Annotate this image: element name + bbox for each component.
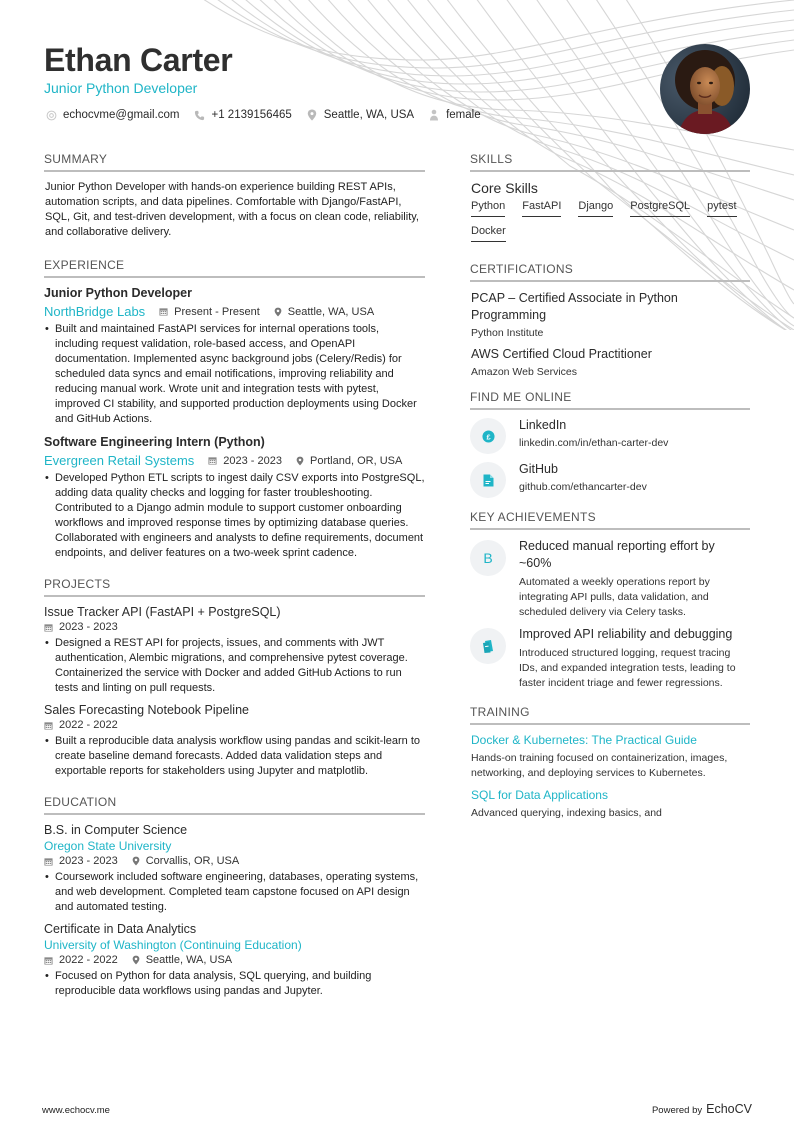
certification-org: Amazon Web Services [471,366,578,378]
training-title: SQL for Data Applications [471,788,608,802]
skills-section [470,152,750,250]
education-meta [44,855,425,867]
linkedin-icon [470,418,506,454]
calendar-icon [159,307,168,316]
gender-text: female [446,109,481,121]
calendar-icon [44,956,53,965]
online-name: GitHub [519,462,558,476]
candidate-title: Junior Python Developer [44,80,198,96]
achievement-item [470,626,750,691]
education-dates [44,954,118,966]
section-heading: FIND ME ONLINE [470,390,750,410]
project-title: Sales Forecasting Notebook Pipeline [44,703,249,717]
achievements-section [470,510,750,691]
section-heading: SUMMARY [44,152,425,172]
experience-section [44,258,425,561]
dates-text: 2023 - 2023 [59,855,118,867]
training-section [470,705,750,821]
calendar-icon [44,857,53,866]
person-icon [428,109,440,121]
project-dates [44,621,118,633]
location-pin-icon [132,856,140,866]
training-title: Docker & Kubernetes: The Practical Guide [471,733,697,747]
skill-tag: pytest [707,200,736,217]
candidate-name: Ethan Carter [44,42,233,78]
online-name: LinkedIn [519,418,567,432]
section-heading: TRAINING [470,705,750,725]
achievement-desc: Introduced structured logging, request tracing IDs, and expanded integration tests, leading to faster incident triage and fewer regressions. [519,647,736,689]
github-icon [470,462,506,498]
project-title: Issue Tracker API (FastAPI + PostgreSQL) [44,605,281,619]
institution-name: Oregon State University [44,839,172,853]
job-meta [44,304,425,319]
section-heading: KEY ACHIEVEMENTS [470,510,750,530]
job-meta [44,453,425,468]
job-location [296,455,402,467]
dates-text: 2023 - 2023 [59,621,118,633]
avatar [660,44,750,134]
certification-name: PCAP – Certified Associate in Python Programming [471,291,678,322]
powered-by-label: Powered by [651,1105,703,1116]
skill-tag: PostgreSQL [630,200,690,217]
bullet-item: • Designed a REST API for projects, issues, and comments with JWT authentication, Alembic migrations, and comprehensive pytest coverage. Containerized the service with Docker and added GitHub Actions to run tests and linting on pull requests. [44,636,425,696]
skill-tag: Docker [471,225,506,242]
education-bullets [44,870,425,915]
job-location [274,306,374,318]
online-link-linkedin[interactable] [470,418,750,454]
summary-section [44,152,425,240]
achievement-desc: Automated a weekly operations report by integrating API pulls, data validation, and scheduled delivery via Celery tasks. [519,576,710,618]
job-bullets [44,322,425,427]
project-item [44,703,425,779]
calendar-icon [208,456,217,465]
achievement-title: Improved API reliability and debugging [519,627,733,641]
contact-phone[interactable] [194,109,292,121]
job-bullets [44,471,425,561]
right-column [470,152,750,839]
location-text: Portland, OR, USA [310,454,403,467]
section-heading: CERTIFICATIONS [470,262,750,282]
education-item [44,922,425,999]
online-section [470,390,750,498]
experience-item [44,435,425,561]
location-text: Seattle, WA, USA [145,954,233,966]
location-text: Seattle, WA, USA [287,305,375,318]
location-pin-icon [132,955,140,965]
online-link-github[interactable] [470,462,750,498]
degree-title: Certificate in Data Analytics [44,922,197,936]
dates-text: 2022 - 2022 [59,719,118,731]
project-dates [44,719,118,731]
training-desc: Hands-on training focused on containerization, images, networking, and deploying services to Kubernetes. [471,752,728,779]
dates-text: 2022 - 2022 [59,954,118,966]
degree-title: B.S. in Computer Science [44,823,188,837]
footer-website[interactable]: www.echocv.me [42,1105,110,1116]
skill-tag: Python [471,200,505,217]
achievement-title: Reduced manual reporting effort by ~60% [519,539,715,570]
project-item [44,605,425,696]
bullet-item: • Focused on Python for data analysis, SQL querying, and building reproducible data workflows using pandas and Jupyter. [44,969,425,999]
certification-name: AWS Certified Cloud Practitioner [471,347,652,361]
location-pin-icon [296,456,304,466]
education-section [44,795,425,999]
job-title: Junior Python Developer [44,286,192,300]
education-item [44,823,425,915]
project-meta [44,719,425,731]
letter-b-icon: B [470,540,506,576]
left-column [44,152,425,1017]
summary-text: Junior Python Developer with hands-on experience building REST APIs, automation scripts, and data pipelines. Comfortable with Django/FastAPI, SQL, Git, and test-driven development, with a focus on clean code, reliability, and collaborative delivery. [45,181,419,238]
location-text: Corvallis, OR, USA [145,855,240,867]
online-url[interactable]: linkedin.com/in/ethan-carter-dev [519,437,669,449]
job-title: Software Engineering Intern (Python) [44,435,265,449]
section-heading: SKILLS [470,152,750,172]
location-text: Seattle, WA, USA [323,109,415,121]
project-bullets [44,636,425,696]
footer-powered-by [652,1102,752,1116]
experience-item [44,286,425,427]
email-text: echocvme@gmail.com [63,109,180,121]
skills-list [470,200,750,250]
projects-section [44,577,425,779]
job-dates [208,455,282,467]
education-location [132,954,232,966]
phone-text: +1 2139156465 [211,109,292,121]
section-heading: PROJECTS [44,577,425,597]
bullet-item: • Built a reproducible data analysis workflow using pandas and scikit-learn to create baseline demand forecasts. Added data validation steps and exportable reports for stakeholders using Jupyter and matplotlib. [44,734,425,779]
clipboard-icon [470,628,506,664]
dates-text: 2023 - 2023 [223,454,282,467]
contact-gender [428,109,481,121]
dates-text: Present - Present [174,305,260,318]
calendar-icon [44,623,53,632]
achievement-item [470,538,750,620]
online-url[interactable]: github.com/ethancarter-dev [519,481,647,493]
job-dates [159,306,260,318]
skill-tag: FastAPI [522,200,561,217]
project-meta [44,621,425,633]
phone-icon [194,109,206,121]
location-pin-icon [306,109,318,121]
contact-bar [45,109,495,121]
calendar-icon [44,721,53,730]
certifications-section [470,262,750,378]
section-heading: EXPERIENCE [44,258,425,278]
brand-name[interactable]: EchoCV [706,1102,752,1116]
training-desc: Advanced querying, indexing basics, and [471,807,662,819]
project-bullets [44,734,425,779]
certification-org: Python Institute [471,327,544,339]
contact-location [306,109,414,121]
contact-email[interactable] [45,109,180,121]
education-location [132,855,240,867]
education-bullets [44,969,425,999]
section-heading: EDUCATION [44,795,425,815]
skill-tag: Django [578,200,613,217]
company-name: NorthBridge Labs [44,304,146,319]
bullet-item: • Developed Python ETL scripts to ingest daily CSV exports into PostgreSQL, adding data quality checks and logging for faster troubleshooting. Contributed to a Django admin module to support customer onboarding workflows and improved response times by optimizing database queries. Collaborated with engineers and analysts to define requirements, document endpoints, and deliver features on a two-week sprint cadence. [44,471,425,561]
institution-name: University of Washington (Continuing Education) [44,938,302,952]
location-pin-icon [274,307,282,317]
skills-group-title: Core Skills [471,180,538,196]
bullet-item: • Built and maintained FastAPI services for internal operations tools, including request validation, role-based access, and OpenAPI documentation. Implemented async background jobs (Celery/Redis) for scheduled data syncs and email notifications, improving reliability and reducing manual work. Wrote unit and integration tests with pytest, improved CI stability, and supported production deployments using Docker and GitHub Actions. [44,322,425,427]
bullet-item: • Coursework included software engineering, databases, operating systems, and web development. Completed team capstone focused on API design and automated testing. [44,870,425,915]
company-name: Evergreen Retail Systems [44,453,195,468]
at-icon [45,109,57,121]
svg-text:£: £ [485,431,491,441]
education-meta [44,954,425,966]
education-dates [44,855,118,867]
